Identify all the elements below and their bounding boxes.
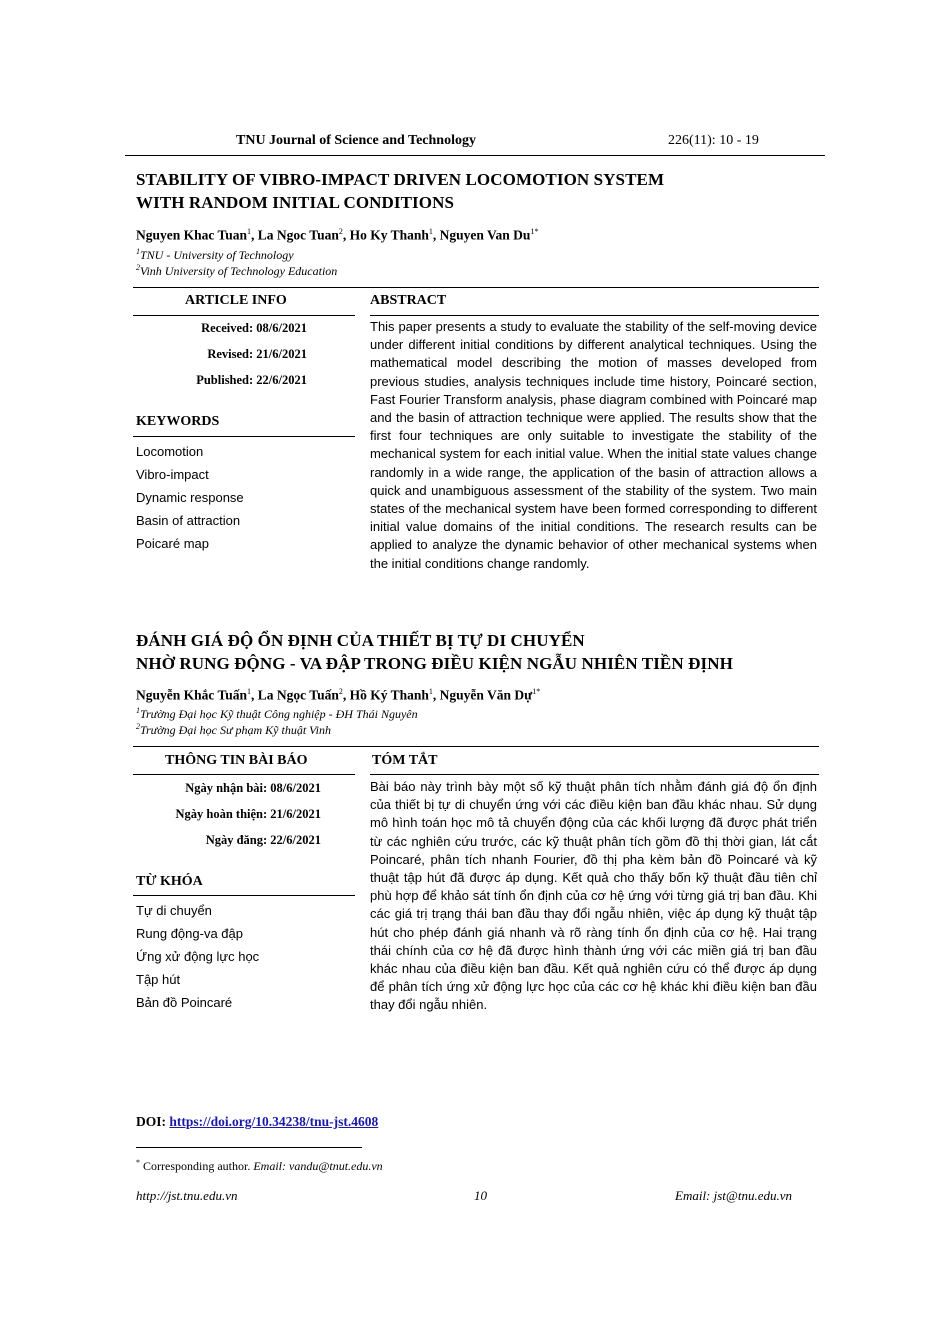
abstract-heading: ABSTRACT bbox=[370, 293, 447, 308]
table-top-rule-vi bbox=[133, 746, 819, 747]
footer-email: Email: jst@tnu.edu.vn bbox=[675, 1188, 793, 1203]
title-line-1: ĐÁNH GIÁ ĐỘ ỔN ĐỊNH CỦA THIẾT BỊ TỰ DI CHUYỂN bbox=[136, 631, 585, 650]
doi-link[interactable]: https://doi.org/10.34238/tnu-jst.4608 bbox=[169, 1114, 379, 1129]
info-rule-vi bbox=[133, 774, 355, 775]
keyword: Dynamic response bbox=[136, 490, 244, 505]
title-line-2: NHỜ RUNG ĐỘNG - VA ĐẬP TRONG ĐIỀU KIỆN NGẪU NHIÊN TIỀN ĐỊNH bbox=[136, 654, 733, 673]
keyword: Rung động-va đập bbox=[136, 926, 243, 941]
keywords-heading: KEYWORDS bbox=[136, 414, 220, 429]
footnote-label: Corresponding author. bbox=[143, 1159, 251, 1173]
author: Nguyễn Văn Dự bbox=[439, 687, 533, 703]
keyword: Vibro-impact bbox=[136, 467, 209, 482]
author: Nguyễn Khắc Tuấn bbox=[136, 687, 248, 703]
keyword: Poicaré map bbox=[136, 536, 209, 551]
received-date-vi: Ngày nhận bài: 08/6/2021 bbox=[185, 781, 321, 795]
doi-line bbox=[136, 1114, 378, 1130]
published-date: Published: 22/6/2021 bbox=[196, 373, 307, 387]
abstract-rule bbox=[370, 315, 819, 316]
title-line-2: WITH RANDOM INITIAL CONDITIONS bbox=[136, 193, 455, 212]
author: Nguyen Khac Tuan bbox=[136, 227, 248, 243]
table-top-rule bbox=[133, 287, 819, 288]
keyword: Ứng xử động lực học bbox=[136, 949, 260, 964]
article-info-heading: ARTICLE INFO bbox=[185, 293, 287, 308]
volume-pages: 226(11): 10 - 19 bbox=[668, 133, 759, 148]
paper-title-en bbox=[136, 168, 664, 214]
title-line-1: STABILITY OF VIBRO-IMPACT DRIVEN LOCOMOTION SYSTEM bbox=[136, 170, 665, 189]
page-number: 10 bbox=[474, 1188, 487, 1203]
footnote-symbol: * bbox=[136, 1158, 140, 1167]
received-date: Received: 08/6/2021 bbox=[201, 321, 307, 335]
footnote-rule bbox=[136, 1147, 362, 1148]
article-info-heading-vi: THÔNG TIN BÀI BÁO bbox=[165, 753, 308, 768]
keyword: Tự di chuyển bbox=[136, 903, 212, 918]
journal-name: TNU Journal of Science and Technology bbox=[236, 133, 476, 148]
revised-date-vi: Ngày hoàn thiện: 21/6/2021 bbox=[175, 807, 321, 821]
abstract-heading-vi: TÓM TẮT bbox=[372, 753, 438, 768]
footnote bbox=[136, 1158, 383, 1174]
keywords-heading-vi: TỪ KHÓA bbox=[136, 874, 203, 889]
revised-date: Revised: 21/6/2021 bbox=[207, 347, 307, 361]
author-list-en: Nguyen Khac Tuan$^1$, La Ngoc Tuan$^2$, Ho Ky Thanh$^1$, Nguyen Van $Du^{1*}$ bbox=[136, 227, 539, 243]
author: La Ngoc Tuan bbox=[257, 227, 339, 243]
abstract-rule-vi bbox=[370, 774, 819, 775]
author: Nguyen Van Du bbox=[439, 227, 531, 243]
keywords-rule-vi bbox=[133, 895, 355, 896]
published-date-vi: Ngày đăng: 22/6/2021 bbox=[205, 833, 321, 847]
affiliation-1: $^1$TNU - University of Technology bbox=[136, 247, 294, 262]
keyword: Tập hút bbox=[136, 972, 181, 987]
paper-title-vi bbox=[136, 629, 733, 675]
affiliation-2: $^2$Vinh University of Technology Education bbox=[136, 263, 338, 278]
author: Hồ Ký Thanh bbox=[349, 687, 429, 703]
info-rule bbox=[133, 315, 355, 316]
affiliation-2-vi: $^2$Trường Đại học Sư phạm Kỹ thuật Vinh bbox=[136, 722, 331, 737]
footnote-email: Email: vandu@tnut.edu.vn bbox=[253, 1159, 383, 1173]
keyword: Locomotion bbox=[136, 444, 204, 459]
abstract-text-en: This paper presents a study to evaluate the stability of the self-moving device under different initial conditions by different analytical techniques. Using the mathematical model describing the motion of masses developed from previous studies, analysis techniques include time history, Poincaré section, Fast Fourier Transform analysis, phase diagram combined with Poincaré map and the basin of attraction technique were applied. The results show that the first four techniques are only suitable to investigate the stability of the mechanical system for each initial value. When the initial state values change randomly in a wide range, the application of the basin of attraction allows a quick and unambiguous assessment of the stability of the system. Two main states of the mechanical system have been formed corresponding to different initial value domains of the initial conditions. The research results can be applied to analyze the dynamic behavior of other mechanical systems when the initial conditions change randomly. bbox=[370, 319, 817, 571]
abstract-text-vi: Bài báo này trình bày một số kỹ thuật phân tích nhằm đánh giá độ ổn định của thiết bị tự di chuyển ứng với các điều kiện ban đầu khác nhau. Sử dụng mô hình toán học mô tả chuyển động của các khối lượng đã được phát triển từ các nghiên cứu trước, các kỹ thuật phân tích gồm đồ thị thời gian, lát cắt Poincaré, phân tích nhanh Fourier, đồ thị pha kèm bản đồ Poincaré và kỹ thuật tập hút đã được áp dụng. Kết quả cho thấy bốn kỹ thuật đầu tiên chỉ phù hợp để khảo sát tính ổn định của cơ hệ ứng với từng giá trị ban đầu. Khi các giá trị trạng thái ban đầu thay đổi ngẫu nhiên, việc áp dụng kỹ thuật tập hút cho phép đánh giá nhanh và rõ ràng tính ổn định của cơ hệ. Hai trạng thái chính của cơ hệ đã được hình thành ứng với các miền giá trị ban đầu khác nhau của điều kiện ban đầu. Kết quả nghiên cứu có thể được áp dụng để phân tích ứng xử động lực học của các cơ hệ khác khi điều kiện ban đầu thay đổi ngẫu nhiên. bbox=[370, 779, 817, 1013]
header-rule bbox=[125, 155, 825, 156]
affiliation-1-vi: $^1$Trường Đại học Kỹ thuật Công nghiệp - ĐH Thái Nguyên bbox=[136, 706, 418, 721]
keyword: Basin of attraction bbox=[136, 513, 241, 528]
author: La Ngọc Tuấn bbox=[257, 687, 339, 703]
doi-label: DOI: bbox=[136, 1114, 166, 1129]
footer-website: http://jst.tnu.edu.vn bbox=[136, 1188, 238, 1203]
keywords-rule bbox=[133, 436, 355, 437]
author: Ho Ky Thanh bbox=[349, 227, 429, 243]
keyword: Bản đồ Poincaré bbox=[136, 995, 233, 1010]
author-list-vi: Nguyễn Khắc Tuấn$^1$, La Ngọc Tuấn$^2$, Hồ Ký Thanh$^1$, Nguyễn Văn Dự$^{1*}$ bbox=[136, 687, 541, 703]
